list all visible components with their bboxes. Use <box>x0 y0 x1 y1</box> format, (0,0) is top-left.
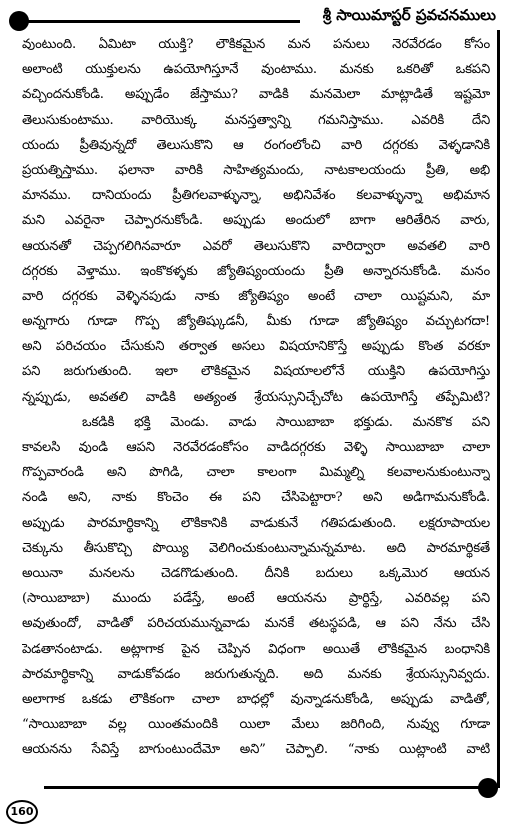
text-line: అన్నగారు గూడా గొప్ప జ్యోతిష్కుడనీ, మీకు గూడా జ్యోతిష్యం వచ్చుటగదా! <box>22 314 490 330</box>
text-line: మానము. దానియందు ప్రీతిగలవాళ్ళున్నా, అభినివేశం కలవాళ్ళున్నా అభిమాన <box>22 188 490 204</box>
paragraph-1 <box>22 32 490 410</box>
text-line: వుంటుంది. ఏమిటా యుక్తి? లౌకికమైన మన పనులు నెరవేరడం కోసం <box>22 37 490 52</box>
text-line: చెక్కును తీసుకొచ్చి పొయ్యి వెలిగించుకుంటున్నామన్నమాట. అది పారమార్థికతే <box>22 540 490 556</box>
text-line: పెడతానంటాడు. అట్లాగాక పైన చెప్పిన విధంగా అయితే లౌకికమైన బంధానికి <box>22 641 490 657</box>
text-line: ఒకడికి భక్తి మెండు. వాడు సాయిబాబా భక్తుడు. మనకొక పని <box>82 414 490 430</box>
text-line: అప్పుడు పారమార్థికాన్ని లౌకికానికి వాడుకునే గతిపడుతుంది. లక్షరూపాయల <box>22 515 490 531</box>
bottom-rule-dot <box>478 778 498 798</box>
running-header-title: శ్రీ సాయిమాస్టర్ ప్రవచనములు <box>322 6 496 24</box>
text-line: (సాయిబాబా) ముందు పడేస్తే, అంటే ఆయనను ప్రార్థిస్తే, ఎవరివల్ల పని <box>22 591 490 607</box>
text-line: వచ్చిందనుకోండి. అప్పుడేం జేస్తాము? వాడికి మనమెలా మాట్లాడితే ఇష్టమో <box>22 87 490 103</box>
text-line: పారమార్థికాన్ని వాడుకోవడం జరుగుతున్నది. అది మనకు శ్రేయస్సునివ్వదు. <box>22 666 490 682</box>
bottom-rule <box>44 786 498 789</box>
text-line: దగ్గరకు వెళ్తాము. ఇంకొకళ్ళకు జ్యోతిష్యంయందు ప్రీతి అన్నారనుకోండి. మనం <box>22 263 490 279</box>
top-rule <box>20 20 300 23</box>
paragraph-2 <box>22 410 490 763</box>
right-rule <box>497 30 500 788</box>
text-line: ప్రయత్నిస్తాము. ఫలానా వారికి సాహిత్యమందు, నాటకాలయందు ప్రీతి, అభి <box>22 162 490 178</box>
text-line: నండి అని, నాకు కొంచెం ఈ పని చేసిపెట్టారా? అని అడిగామనుకోండి. <box>22 490 490 506</box>
text-line: అని పరిచయం చేసుకుని తర్వాత అసలు విషయానికొస్తే అప్పుడు కొంత వరకూ <box>22 339 490 355</box>
text-line: అలాంటి యుక్తులను ఉపయోగిస్తూనే వుంటాము. మనకు ఒకరితో ఒకపని <box>22 62 490 78</box>
text-line: గొప్పవారండి అని పొగిడి, చాలా కాలంగా మిమ్మల్ని కలవాలనుకుంటున్నా <box>22 465 490 481</box>
text-line: తెలుసుకుంటాము. వారియొక్క మనస్తత్వాన్ని గమనిస్తాము. ఎవరికి దేని <box>22 112 490 128</box>
text-line: అయినా మనలను చెడగొడుతుంది. దీనికి బదులు ఒక్కమొర ఆయన <box>22 565 490 581</box>
text-line: ఆయనను సేవిస్తే బాగుంటుందేమో అని” చెప్పాలి. “నాకు యిట్లాంటి వాటి <box>22 742 490 758</box>
text-line: మని ఎవరైనా చెప్పారనుకోండి. అప్పుడు అందులో బాగా ఆరితేరిన వారు, <box>22 213 490 229</box>
text-line: “సాయిబాబా వల్ల యింతమందికి యిలా మేలు జరిగింది, నువ్వు గూడా <box>22 717 490 733</box>
text-line: వారి దగ్గరకు వెళ్ళినపుడు నాకు జ్యోతిష్యం అంటే చాలా యిష్టమని, మా <box>22 288 490 304</box>
text-line: అవుతుందో, వాడితో పరిచయమున్నవాడు మనకే తటస్థపడి, ఆ పని నేను చేసి <box>22 616 490 632</box>
text-line: పని జరుగుతుంది. ఇలా లౌకికమైన విషయాలలోనే యుక్తిని ఉపయోగిస్తు <box>22 364 490 380</box>
text-line: యందు ప్రీతివున్నదో తెలుసుకొని ఆ రంగంలోంచి వారి దగ్గరకు వెళ్ళడానికి <box>22 137 490 153</box>
page-number: 160 <box>6 800 38 824</box>
text-line: న్నప్పుడు, అవతలి వాడికి అత్యంత శ్రేయస్సునిచ్చేచోట ఉపయోగిస్తే తప్పేమిటి? <box>22 389 490 405</box>
text-line: కావలసి వుండి ఆపని నెరవేరడంకోసం వాడిదగ్గరకు వెళ్ళి సాయిబాబా చాలా <box>22 440 490 455</box>
body-text <box>22 32 490 762</box>
text-line: అలాగాక ఒకడు లౌకికంగా చాలా బాధల్లో వున్నాడనుకోండి, అప్పుడు వాడితో, <box>22 691 490 707</box>
text-line: ఆయనతో చెప్పగలిగినవారూ ఎవరో తెలుసుకొని వారిద్వారా అవతలి వారి <box>22 238 490 254</box>
